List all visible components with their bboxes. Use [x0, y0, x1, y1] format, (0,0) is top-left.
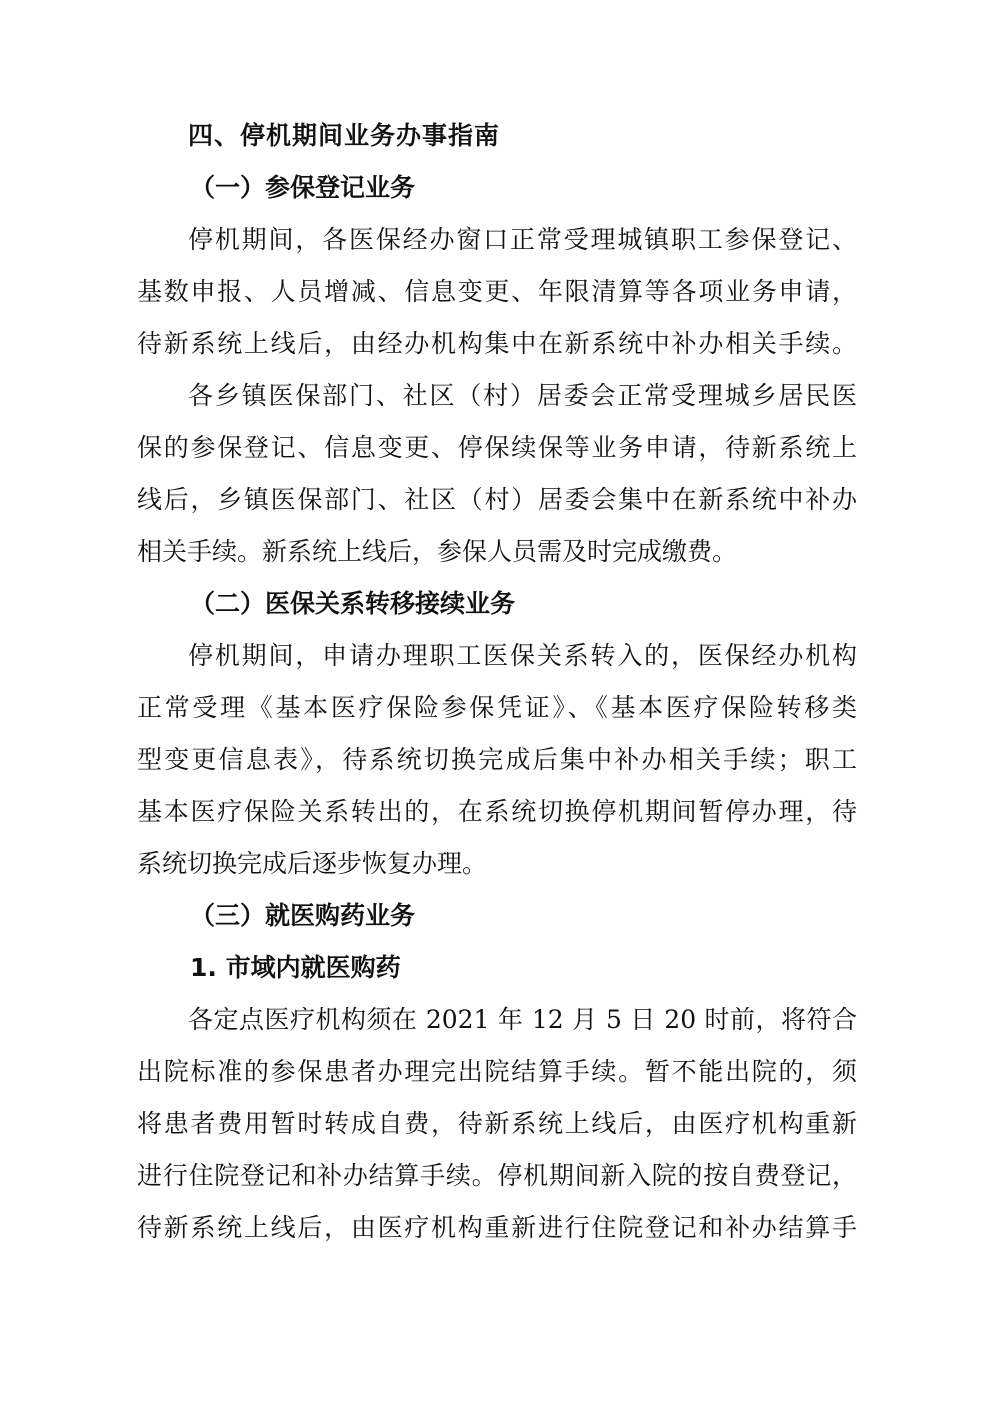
subsection-heading-1: （一）参保登记业务 — [190, 173, 416, 202]
paragraph-line: 相关手续。新系统上线后，参保人员需及时完成缴费。 — [137, 537, 738, 566]
paragraph-line: 停机期间，申请办理职工医保关系转入的，医保经办机构 — [188, 641, 857, 670]
paragraph-line: 基数申报、人员增减、信息变更、年限清算等各项业务申请， — [137, 277, 857, 306]
paragraph-line: 待新系统上线后，由经办机构集中在新系统中补办相关手续。 — [137, 329, 857, 358]
paragraph-line: 将患者费用暂时转成自费，待新系统上线后，由医疗机构重新 — [137, 1109, 857, 1138]
paragraph-line: 保的参保登记、信息变更、停保续保等业务申请，待新系统上 — [137, 433, 857, 462]
subsection-heading-2: （二）医保关系转移接续业务 — [190, 589, 516, 618]
paragraph-line: 型变更信息表》，待系统切换完成后集中补办相关手续；职工 — [137, 745, 857, 774]
paragraph-line: 基本医疗保险关系转出的，在系统切换停机期间暂停办理，待 — [137, 797, 857, 826]
paragraph-line: 停机期间，各医保经办窗口正常受理城镇职工参保登记、 — [188, 225, 857, 254]
paragraph-line: 系统切换完成后逐步恢复办理。 — [137, 849, 488, 878]
paragraph-line: 正常受理《基本医疗保险参保凭证》、《基本医疗保险转移类 — [137, 693, 857, 722]
paragraph-line: 各乡镇医保部门、社区（村）居委会正常受理城乡居民医 — [188, 381, 857, 410]
paragraph-line: 待新系统上线后，由医疗机构重新进行住院登记和补办结算手 — [137, 1213, 857, 1242]
paragraph-line: 各定点医疗机构须在 2021 年 12 月 5 日 20 时前，将符合 — [188, 1005, 857, 1034]
section-heading: 四、停机期间业务办事指南 — [188, 121, 501, 150]
paragraph-line: 出院标准的参保患者办理完出院结算手续。暂不能出院的，须 — [137, 1057, 857, 1086]
item-heading-1: 1. 市域内就医购药 — [190, 953, 401, 982]
paragraph-line: 线后，乡镇医保部门、社区（村）居委会集中在新系统中补办 — [137, 485, 857, 514]
subsection-heading-3: （三）就医购药业务 — [190, 901, 416, 930]
paragraph-line: 进行住院登记和补办结算手续。停机期间新入院的按自费登记， — [137, 1161, 857, 1190]
